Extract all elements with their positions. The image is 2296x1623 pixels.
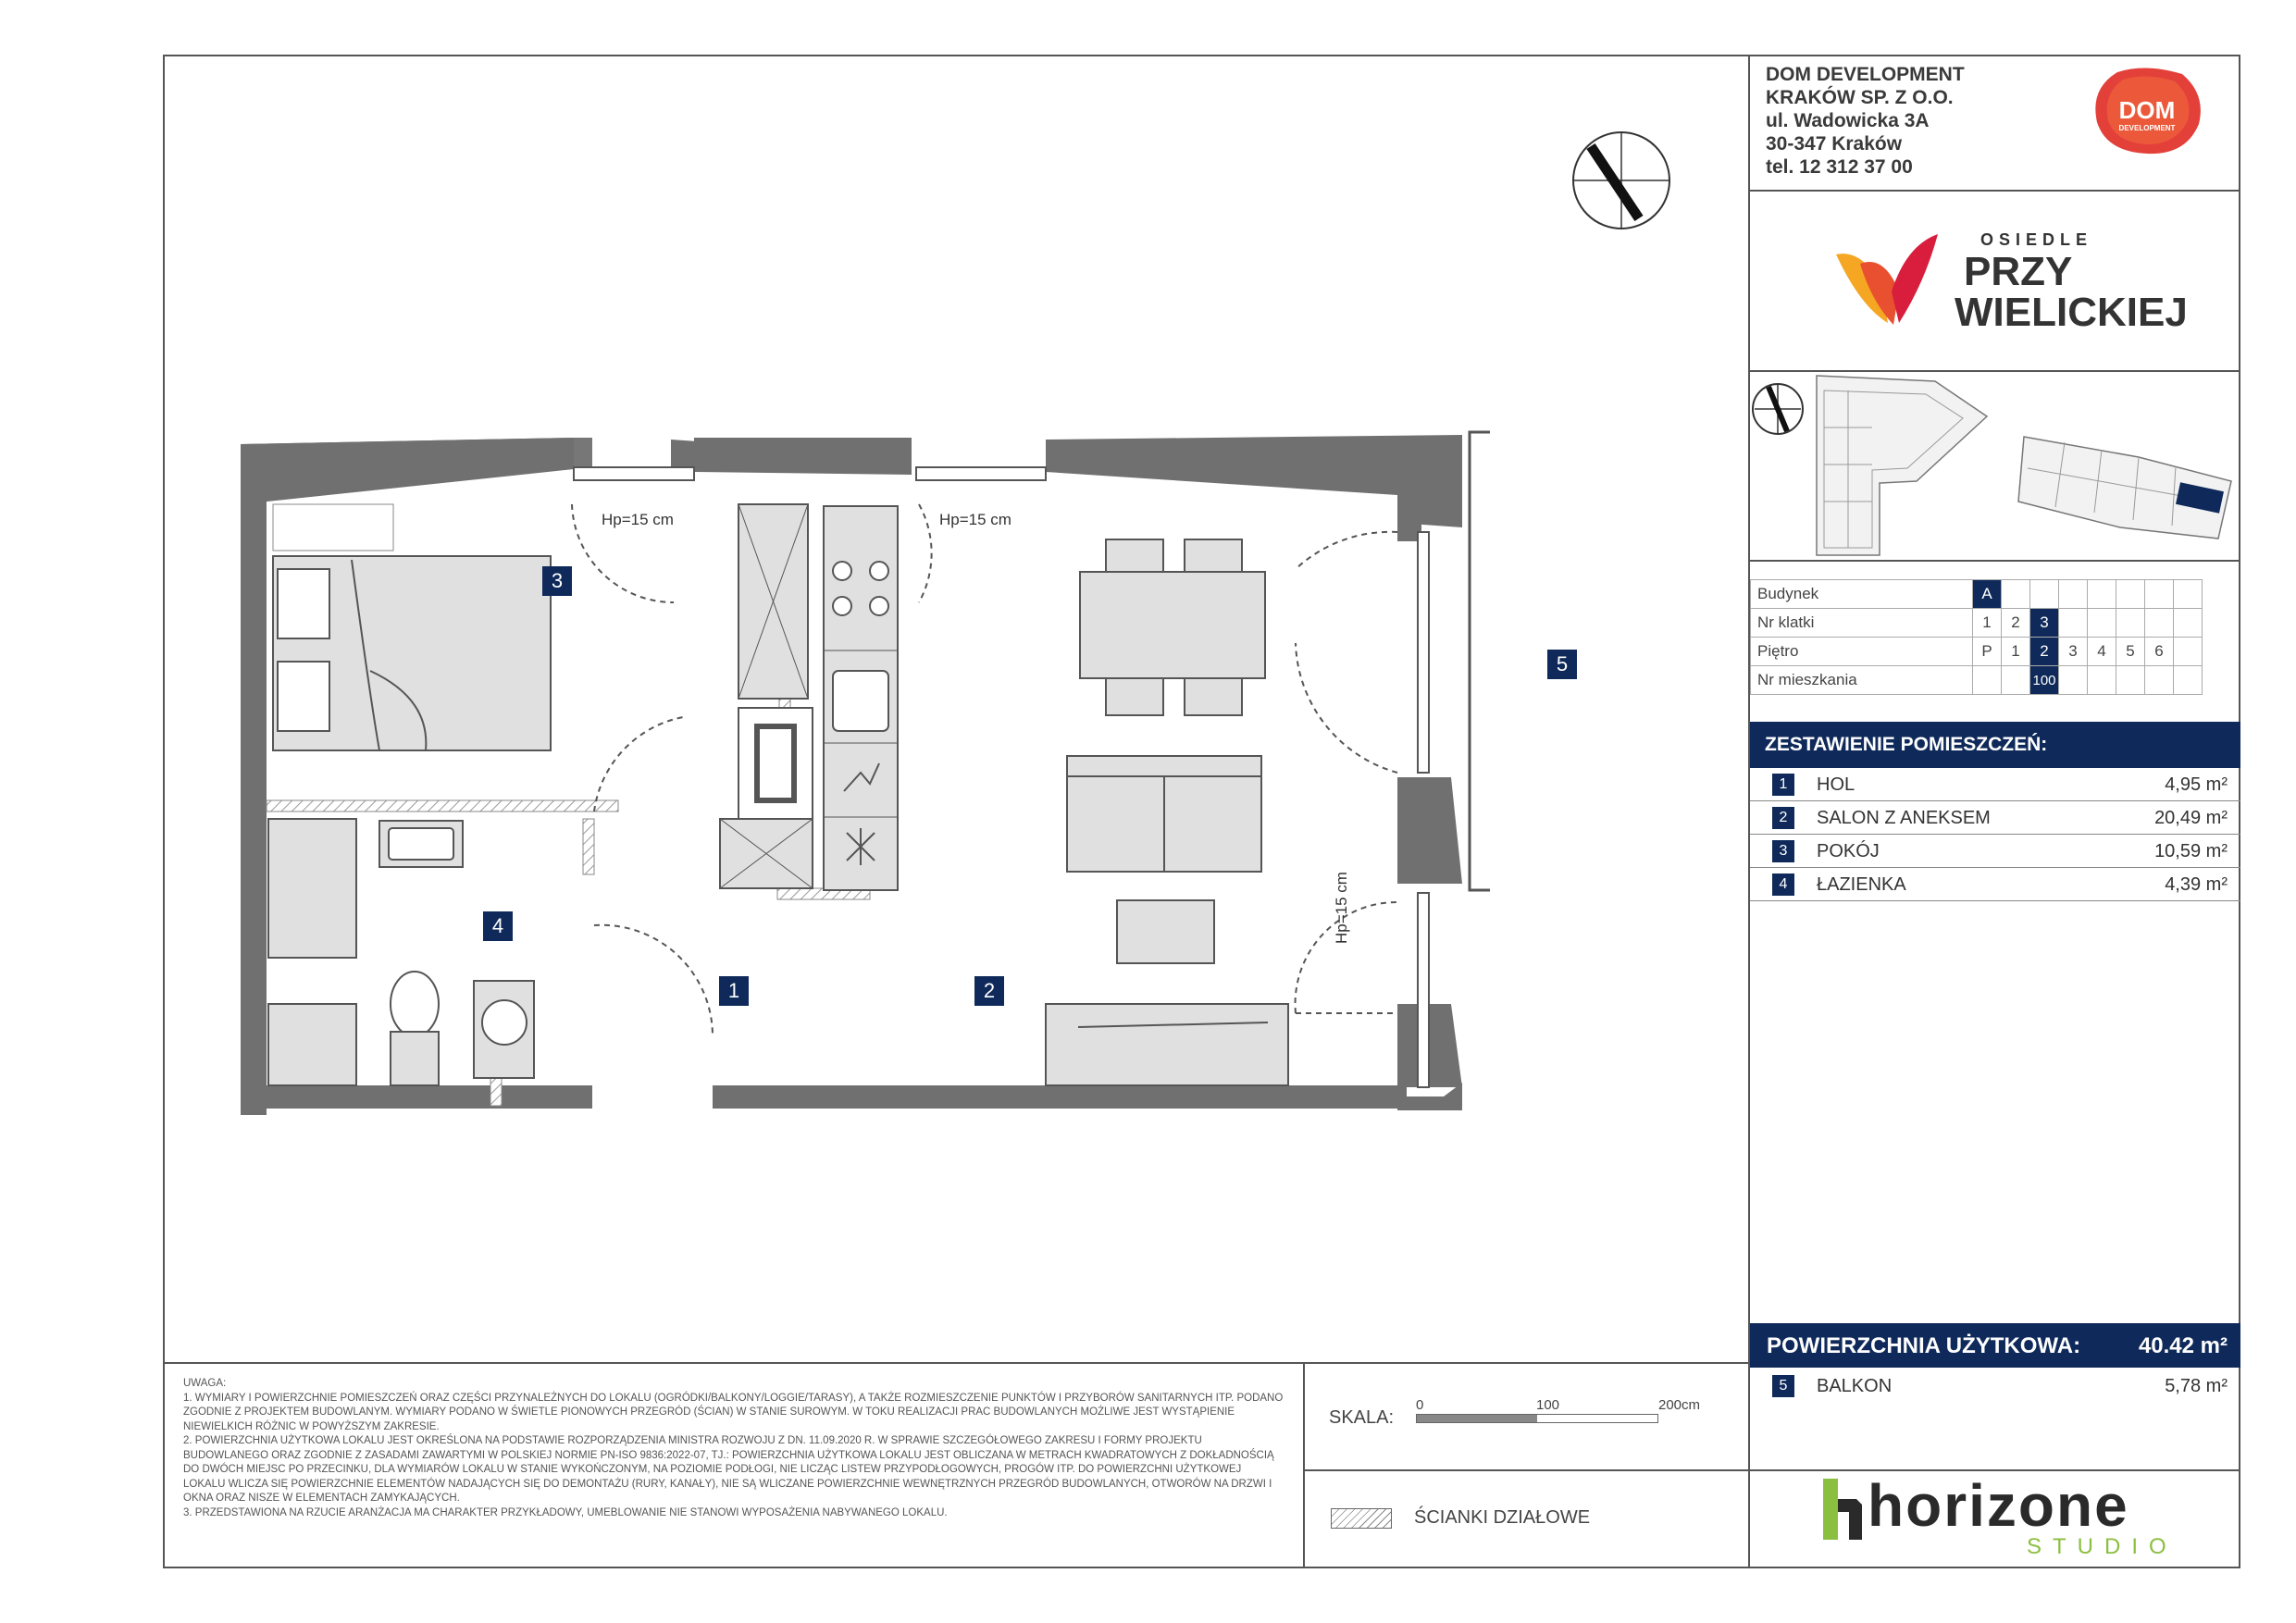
building-value: A: [1973, 580, 2002, 609]
scale-tick: 200cm: [1658, 1397, 1701, 1413]
floor-option-selected: 2: [2030, 638, 2059, 666]
staircase-option: 1: [1973, 609, 2002, 638]
room-number-badge: 5: [1772, 1375, 1794, 1397]
floor-option: 5: [2116, 638, 2145, 666]
floor-option: P: [1973, 638, 2002, 666]
room-name: POKÓJ: [1817, 841, 1880, 861]
room-row: [1750, 868, 2240, 901]
rooms-header: [1750, 722, 2240, 768]
partition-swatch: [1331, 1508, 1392, 1529]
room-area: 20,49 m²: [2154, 808, 2228, 828]
room-area: 4,95 m²: [2165, 774, 2228, 795]
floor-plan: [231, 421, 1490, 1115]
room-name: SALON Z ANEKSEM: [1817, 808, 1991, 828]
room-area: 4,39 m²: [2165, 874, 2228, 895]
notes: [183, 1377, 1285, 1520]
apartment-number-label: Nr mieszkania: [1751, 666, 1973, 695]
horizone-mark: [1823, 1479, 1862, 1540]
notes-title: UWAGA:: [183, 1378, 227, 1389]
room-name: BALKON: [1817, 1376, 1893, 1396]
company-line: 30-347 Kraków: [1766, 133, 1903, 155]
usable-area-bar: [1750, 1323, 2240, 1368]
apartment-number-value: 100: [2030, 666, 2059, 695]
sill-height-label: Hp=15 cm: [1333, 872, 1350, 944]
floor-option: 1: [2002, 638, 2030, 666]
partition-legend-label: ŚCIANKI DZIAŁOWE: [1414, 1507, 1591, 1528]
horizone-name: horizone: [1868, 1472, 2129, 1539]
key-plan: [1750, 372, 2240, 559]
plan-room-number: 1: [719, 976, 749, 1006]
plan-room-number: 4: [483, 911, 513, 941]
project-logo-mark: [1832, 227, 1943, 328]
scale-tick: 0: [1416, 1397, 1424, 1413]
company-line: tel. 12 312 37 00: [1766, 156, 1913, 178]
company-line: DOM DEVELOPMENT: [1766, 64, 1965, 85]
plan-room-number: 5: [1547, 650, 1577, 679]
sill-height-label: Hp=15 cm: [602, 511, 674, 528]
room-number-badge: 2: [1772, 807, 1794, 829]
floor-option: 4: [2088, 638, 2116, 666]
room-row: [1750, 768, 2240, 801]
north-arrow: [1570, 130, 1672, 231]
room-number-badge: 4: [1772, 873, 1794, 896]
notes-item: 2. POWIERZCHNIA UŻYTKOWA LOKALU JEST OKREŚLONA NA PODSTAWIE ROZPORZĄDZENIA MINISTRA ROZWOJU Z DN. 11.09.2020 R. W SPRAWIE SZCZEGÓŁOWEGO ZAKRESU I FORMY PROJEKTU BUDOWLANEGO ORAZ ZGODNIE Z ZASADAMI ZAWARTYMI W POLSKIEJ NORMIE PN-ISO 9836:2022-07, TJ.: POWIERZCHNIA UŻYTKOWA LOKALU JEST OBLICZANA W METRACH KWADRATOWYCH Z DOKŁADNOŚCIĄ DO DWÓCH MIEJSC PO PRZECINKU, DLA WYMIARÓW LOKALU W STANIE WYKOŃCZONYM, NA POZIOMIE PODŁOGI, NIE LICZĄC LISTEW PRZYPODŁOGOWYCH, PROGÓW ITP. DO POWIERZCHNI UŻYTKOWEJ LOKALU WLICZA SIĘ POWIERZCHNIE ELEMENTÓW NADAJĄCYCH SIĘ DO DEMONTAŻU (RURY, KANAŁY), NIE SĄ WLICZANE POWIERZCHNIE WEWNĘTRZNYCH PRZEGRÓD BUDOWLANYCH, OTWORÓW NA DRZWI I OKNA ORAZ NISZE W ELEMENTACH ZAMYKAJĄCYCH.: [183, 1435, 1274, 1504]
plan-room-number: 2: [974, 976, 1004, 1006]
notes-item: 1. WYMIARY I POWIERZCHNIE POMIESZCZEŃ ORAZ CZĘŚCI PRZYNALEŻNYCH DO LOKALU (OGRÓDKI/BALKONY/LOGGIE/TARASY), A TAKŻE ROZMIESZCZENIE PUNKTÓW I PRZYBORÓW SANITARNYCH ITP. PODANO ZGODNIE Z PROJEKTEM BUDOWLANYM. WYMIARY PODANO W ŚWIETLE PIONOWYCH PRZEGRÓD (ŚCIAN) W STANIE SUROWYM. W TOKU REALIZACJI PRAC BUDOWLANYCH MOŻLIWE JEST WYSTĄPIENIE NIEWIELKICH RÓŻNIC W POWYŻSZYM ZAKRESIE.: [183, 1392, 1284, 1432]
dom-development-logo: [2090, 67, 2206, 157]
usable-area-label: POWIERZCHNIA UŻYTKOWA:: [1767, 1333, 2081, 1358]
floor-label: Piętro: [1751, 638, 1973, 666]
dom-logo-text: DOM: [2118, 96, 2176, 124]
room-number-badge: 3: [1772, 840, 1794, 862]
room-number-badge: 1: [1772, 774, 1794, 796]
room-name: HOL: [1817, 774, 1855, 795]
floor-option: 6: [2145, 638, 2174, 666]
room-row: [1750, 835, 2240, 868]
project-logo: [1832, 227, 2188, 338]
scale-bar: [1416, 1414, 1658, 1423]
scale-label: SKALA:: [1329, 1407, 1395, 1428]
room-row: [1750, 801, 2240, 835]
horizone-sub: STUDIO: [2027, 1534, 2178, 1559]
room-name: ŁAZIENKA: [1817, 874, 1906, 895]
balcony-row: [1750, 1369, 2240, 1403]
dom-logo-subtext: DEVELOPMENT: [2118, 124, 2176, 132]
horizone-studio-logo: [1823, 1472, 2193, 1562]
project-logo-line3: WIELICKIEJ: [1955, 290, 2188, 335]
staircase-option-selected: 3: [2030, 609, 2059, 638]
sill-height-label: Hp=15 cm: [939, 511, 1011, 528]
room-area: 10,59 m²: [2154, 841, 2228, 861]
company-line: ul. Wadowicka 3A: [1766, 110, 1930, 131]
staircase-option: 2: [2002, 609, 2030, 638]
company-line: KRAKÓW SP. Z O.O.: [1766, 87, 1954, 108]
room-area: 5,78 m²: [2165, 1376, 2228, 1396]
company-info: [1766, 63, 1965, 179]
project-logo-line2: PRZY: [1964, 249, 2073, 294]
plan-room-number: 3: [542, 566, 572, 596]
staircase-label: Nr klatki: [1751, 609, 1973, 638]
project-logo-line1: OSIEDLE: [1980, 230, 2093, 249]
rooms-header-text: ZESTAWIENIE POMIESZCZEŃ:: [1765, 734, 2048, 755]
notes-item: 3. PRZEDSTAWIONA NA RZUCIE ARANŻACJA MA CHARAKTER PRZYKŁADOWY, UMEBLOWANIE NIE STANOWI WYPOSAŻENIA NABYWANEGO LOKALU.: [183, 1506, 948, 1518]
building-label: Budynek: [1751, 580, 1973, 609]
usable-area-value: 40.42 m²: [2138, 1333, 2228, 1358]
scale-tick: 100: [1536, 1397, 1560, 1413]
apartment-params-table: [1750, 579, 2203, 695]
floor-option: 3: [2059, 638, 2088, 666]
